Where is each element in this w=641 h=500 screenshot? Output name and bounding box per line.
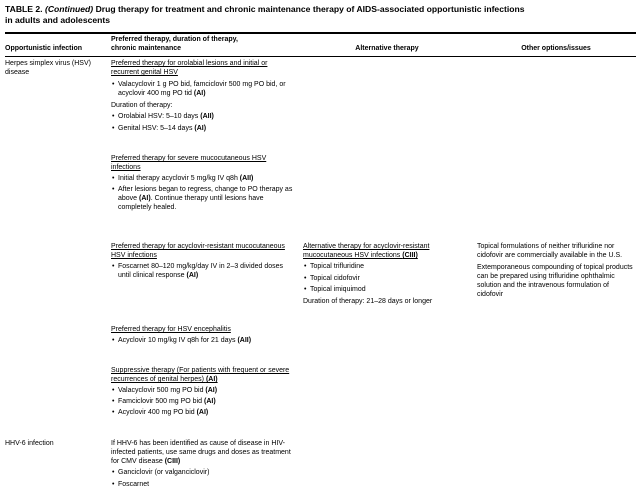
- therapy-heading: Alternative therapy for acyclovir-resistant mucocutaneous HSV infections (CIII): [303, 243, 430, 259]
- bullet-item: [111, 408, 297, 417]
- bullet-item: [111, 386, 297, 395]
- therapy-heading: Preferred therapy for orolabial lesions and initial or recurrent genital HSV: [111, 60, 268, 76]
- infection-name: HHV-6 infection: [5, 440, 54, 447]
- bullet-item: [303, 285, 471, 294]
- cell-other: [477, 59, 635, 417]
- cell-alternative: [303, 59, 471, 417]
- therapy-heading: Preferred therapy for HSV encephalitis: [111, 326, 231, 333]
- bullet-text: Topical cidofovir: [310, 275, 360, 282]
- bullet-item: [111, 397, 297, 406]
- bullet-icon: •: [112, 409, 115, 416]
- bullet-text: Topical trifluridine: [310, 263, 365, 270]
- bullet-text: Initial therapy acyclovir 5 mg/kg IV q8h (AII): [118, 175, 254, 182]
- table-row: [5, 439, 636, 489]
- bullet-text: Genital HSV: 5–14 days (AI): [118, 125, 207, 132]
- text-paragraph: If HHV-6 has been identified as cause of disease in HIV-infected patients, use same drugs and doses as treatment for CMV disease (CIII): [111, 440, 291, 465]
- table-title: [5, 4, 636, 26]
- bullet-item: [111, 336, 297, 345]
- table-row: [5, 59, 636, 417]
- table-title-text: Drug therapy for treatment and chronic maintenance therapy of AIDS-associated opportunistic infections: [95, 4, 525, 14]
- cell-preferred: [111, 439, 297, 489]
- bullet-icon: •: [112, 387, 115, 394]
- table-body: [5, 57, 636, 489]
- bullet-icon: •: [112, 81, 115, 88]
- header-opportunistic-infection: Opportunistic infection: [5, 44, 82, 52]
- bullet-text: Ganciclovir (or valganciclovir): [118, 469, 210, 476]
- bullet-text: Famciclovir 500 mg PO bid (AI): [118, 398, 216, 405]
- bullet-item: [111, 185, 297, 212]
- bullet-text: Acyclovir 10 mg/kg IV q8h for 21 days (AII): [118, 337, 252, 344]
- bullet-icon: •: [304, 263, 307, 270]
- bullet-text: Acyclovir 400 mg PO bid (AI): [118, 409, 209, 416]
- text-paragraph: Topical formulations of neither trifluridine nor cidofovir are commercially available in the U.S.: [477, 243, 623, 259]
- table-header-row: [5, 32, 636, 57]
- bullet-icon: •: [112, 125, 115, 132]
- bullet-item: [111, 174, 297, 183]
- continued-label: (Continued): [44, 4, 94, 14]
- bullet-item: [303, 262, 471, 271]
- therapy-heading: Preferred therapy for acyclovir-resistant mucocutaneous HSV infections: [111, 243, 285, 259]
- table-number-label: TABLE 2.: [5, 4, 43, 14]
- header-alternative-therapy: Alternative therapy: [355, 44, 419, 52]
- bullet-text: Orolabial HSV: 5–10 days (AII): [118, 113, 214, 120]
- table-title-line2: in adults and adolescents: [5, 15, 111, 25]
- header-preferred-therapy-line2: chronic maintenance: [111, 44, 182, 52]
- therapy-heading: Preferred therapy for severe mucocutaneous HSV infections: [111, 155, 267, 171]
- cell-alternative: [303, 439, 471, 489]
- bullet-text: Topical imiquimod: [310, 286, 366, 293]
- bullet-item: [111, 112, 297, 121]
- bullet-icon: •: [112, 469, 115, 476]
- bullet-text: Valacyclovir 500 mg PO bid (AI): [118, 387, 218, 394]
- text-paragraph: Duration of therapy: 21–28 days or longer: [303, 298, 433, 305]
- bullet-icon: •: [304, 286, 307, 293]
- bullet-item: [111, 262, 297, 280]
- text-paragraph: Extemporaneous compounding of topical products can be prepared using trifluridine ophthalmic solution and the intravenous formulation of cidofovir: [477, 264, 633, 298]
- bullet-icon: •: [304, 275, 307, 282]
- infection-name: Herpes simplex virus (HSV) disease: [5, 60, 91, 76]
- bullet-icon: •: [112, 337, 115, 344]
- bullet-item: [111, 468, 297, 477]
- cell-other: [477, 439, 635, 489]
- bullet-text: Foscarnet 80–120 mg/kg/day IV in 2–3 divided doses until clinical response (AI): [118, 263, 283, 279]
- header-preferred-therapy: [111, 36, 297, 53]
- bullet-icon: •: [112, 398, 115, 405]
- table-title-line1: [5, 4, 636, 15]
- bullet-text: Foscarnet: [118, 481, 150, 488]
- bullet-icon: •: [112, 481, 115, 488]
- bullet-item: [111, 80, 297, 98]
- therapy-heading: Suppressive therapy (For patients with frequent or severe recurrences of genital herpes) (AI): [111, 367, 290, 383]
- bullet-item: [111, 480, 297, 489]
- bullet-icon: •: [112, 175, 115, 182]
- bullet-icon: •: [112, 113, 115, 120]
- header-preferred-therapy-line1: Preferred therapy, duration of therapy,: [111, 36, 238, 43]
- text-paragraph: Duration of therapy:: [111, 102, 173, 109]
- bullet-icon: •: [112, 186, 115, 193]
- bullet-text: After lesions began to regress, change to PO therapy as above (AI). Continue therapy until lesions have completely healed.: [118, 186, 293, 211]
- cell-preferred: [111, 59, 297, 417]
- bullet-text: Valacyclovir 1 g PO bid, famciclovir 500 mg PO bid, or acyclovir 400 mg PO tid (AI): [118, 81, 286, 97]
- bullet-item: [111, 124, 297, 133]
- header-other-options: Other options/issues: [521, 44, 591, 52]
- bullet-icon: •: [112, 263, 115, 270]
- bullet-item: [303, 274, 471, 283]
